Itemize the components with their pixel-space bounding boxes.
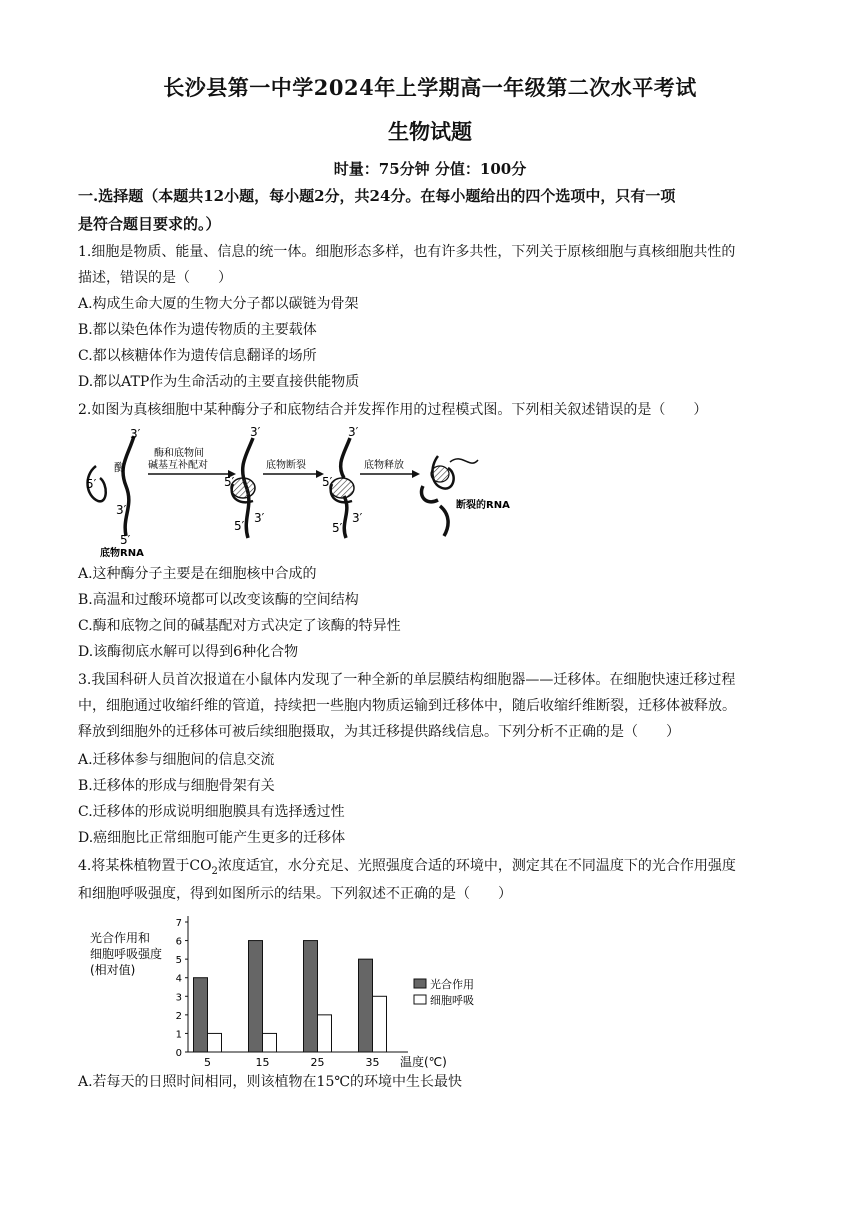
q2-option-a: A.这种酶分子主要是在细胞核中合成的 — [78, 566, 317, 582]
legend-swatch — [414, 995, 426, 1004]
q4-stem-part1: 4.将某株植物置于CO — [78, 858, 212, 874]
bar — [194, 978, 208, 1052]
s2-3prime: 3′ — [254, 511, 265, 525]
s3-bottom-5prime: 5′ — [332, 521, 343, 535]
x-tick-label: 5 — [204, 1056, 211, 1068]
s2-top-3prime: 3′ — [250, 426, 261, 439]
arrow1-label-line2: 碱基互补配对 — [148, 460, 208, 471]
q3-option-a: A.迁移体参与细胞间的信息交流 — [78, 752, 275, 768]
y-tick-label: 3 — [175, 992, 182, 1004]
q1-option-c: C.都以核糖体作为遗传信息翻译的场所 — [78, 348, 317, 364]
x-tick-label: 35 — [365, 1056, 380, 1068]
y-tick-label: 6 — [175, 936, 182, 948]
legend-label: 光合作用 — [430, 978, 474, 991]
q1-stem-line2: 描述，错误的是（ ） — [78, 270, 232, 286]
y-tick-label: 7 — [175, 918, 182, 929]
arrow2-label: 底物断裂 — [266, 460, 306, 471]
bar — [208, 1033, 222, 1052]
bar — [359, 959, 373, 1052]
bar — [249, 941, 263, 1052]
s1-bottom-5prime: 5′ — [120, 533, 131, 547]
cleaved-rna-label: 断裂的RNA — [456, 500, 510, 511]
x-axis-label: 温度(℃) — [400, 1055, 447, 1068]
q4-stem-line2: 和细胞呼吸强度，得到如图所示的结果。下列叙述不正确的是（ ） — [78, 886, 512, 902]
subject-title: 生物试题 — [388, 119, 472, 144]
q1-stem-line1: 1.细胞是物质、能量、信息的统一体。细胞形态多样，也有许多共性，下列关于原核细胞与真核细胞共性的 — [78, 244, 736, 260]
q3-stem-line2: 中，细胞通过收缩纤维的管道，持续把一些胞内物质运输到迁移体中，随后收缩纤维断裂，迁移体被释放。 — [78, 698, 736, 714]
y-tick-label: 0 — [175, 1048, 182, 1059]
y-axis-label-line: 细胞呼吸强度 — [90, 947, 163, 961]
q1-option-d: D.都以ATP作为生命活动的主要直接供能物质 — [78, 374, 360, 390]
q3-stem-line3: 释放到细胞外的迁移体可被后续细胞摄取，为其迁移提供路线信息。下列分析不正确的是（ ） — [78, 724, 680, 740]
s3-5prime: 5′ — [322, 475, 333, 489]
q3-option-d: D.癌细胞比正常细胞可能产生更多的迁移体 — [78, 830, 346, 846]
q3-option-c: C.迁移体的形成说明细胞膜具有选择透过性 — [78, 804, 345, 820]
y-tick-label: 5 — [175, 955, 182, 967]
q4-co2-subscript: 2 — [211, 865, 218, 877]
arrow1-label-line1: 酶和底物间 — [154, 448, 204, 459]
y-tick-label: 4 — [175, 973, 182, 985]
legend-swatch — [414, 979, 426, 988]
bar — [318, 1015, 332, 1052]
s1-enzyme-5prime: 5′ — [86, 477, 97, 491]
arrow3-label: 底物释放 — [364, 460, 404, 471]
x-tick-label: 25 — [310, 1056, 325, 1068]
s2-5prime: 5′ — [224, 475, 235, 489]
q2-option-b: B.高温和过酸环境都可以改变该酶的空间结构 — [78, 592, 359, 608]
arrow-3-head — [412, 470, 420, 478]
x-tick-label: 15 — [255, 1056, 270, 1068]
legend-label: 细胞呼吸 — [430, 994, 474, 1007]
q2-option-d: D.该酶彻底水解可以得到6种化合物 — [78, 644, 299, 660]
enzyme-process-diagram — [78, 426, 538, 560]
bar — [304, 941, 318, 1052]
substrate-rna-label: 底物RNA — [100, 548, 144, 559]
enzyme-label: 酶 — [114, 461, 125, 474]
q4-stem-part2: 浓度适宜，水分充足、光照强度合适的环境中，测定其在不同温度下的光合作用强度 — [217, 858, 736, 874]
s2-bottom-5prime: 5′ — [234, 519, 245, 533]
y-tick-label: 2 — [175, 1010, 182, 1022]
q3-stem-line1: 3.我国科研人员首次报道在小鼠体内发现了一种全新的单层膜结构细胞器——迁移体。在细胞快速迁移过程 — [78, 672, 736, 688]
y-axis-label-line: 光合作用和 — [90, 931, 151, 945]
stage4-released — [421, 456, 478, 536]
s1-enzyme-3prime: 3′ — [116, 503, 127, 517]
bar — [373, 996, 387, 1052]
y-axis-label-line: (相对值) — [90, 963, 136, 977]
q1-option-a: A.构成生命大厦的生物大分子都以碳链为骨架 — [78, 296, 359, 312]
section-heading-line1: 一.选择题（本题共12小题，每小题2分，共24分。在每小题给出的四个选项中，只有一项 — [78, 187, 676, 205]
section-heading-line2: 是符合题目要求的。） — [78, 215, 221, 233]
exam-meta: 时量：75分钟 分值：100分 — [333, 160, 527, 178]
q2-stem: 2.如图为真核细胞中某种酶分子和底物结合并发挥作用的过程模式图。下列相关叙述错误的是（ ） — [78, 402, 708, 418]
y-tick-label: 1 — [175, 1029, 182, 1041]
q3-option-b: B.迁移体的形成与细胞骨架有关 — [78, 778, 275, 794]
exam-title: 长沙县第一中学2024年上学期高一年级第二次水平考试 — [163, 75, 697, 100]
q2-option-c: C.酶和底物之间的碱基配对方式决定了该酶的特异性 — [78, 618, 401, 634]
q1-option-b: B.都以染色体作为遗传物质的主要载体 — [78, 322, 317, 338]
s3-top-3prime: 3′ — [348, 426, 359, 439]
s1-top-3prime: 3′ — [130, 427, 141, 441]
q4-stem-line1 — [78, 856, 736, 882]
bar — [263, 1033, 277, 1052]
s3-3prime: 3′ — [352, 511, 363, 525]
photosynthesis-respiration-bar-chart — [78, 910, 518, 1068]
q4-option-a: A.若每天的日照时间相同，则该植物在15℃的环境中生长最快 — [78, 1074, 463, 1090]
